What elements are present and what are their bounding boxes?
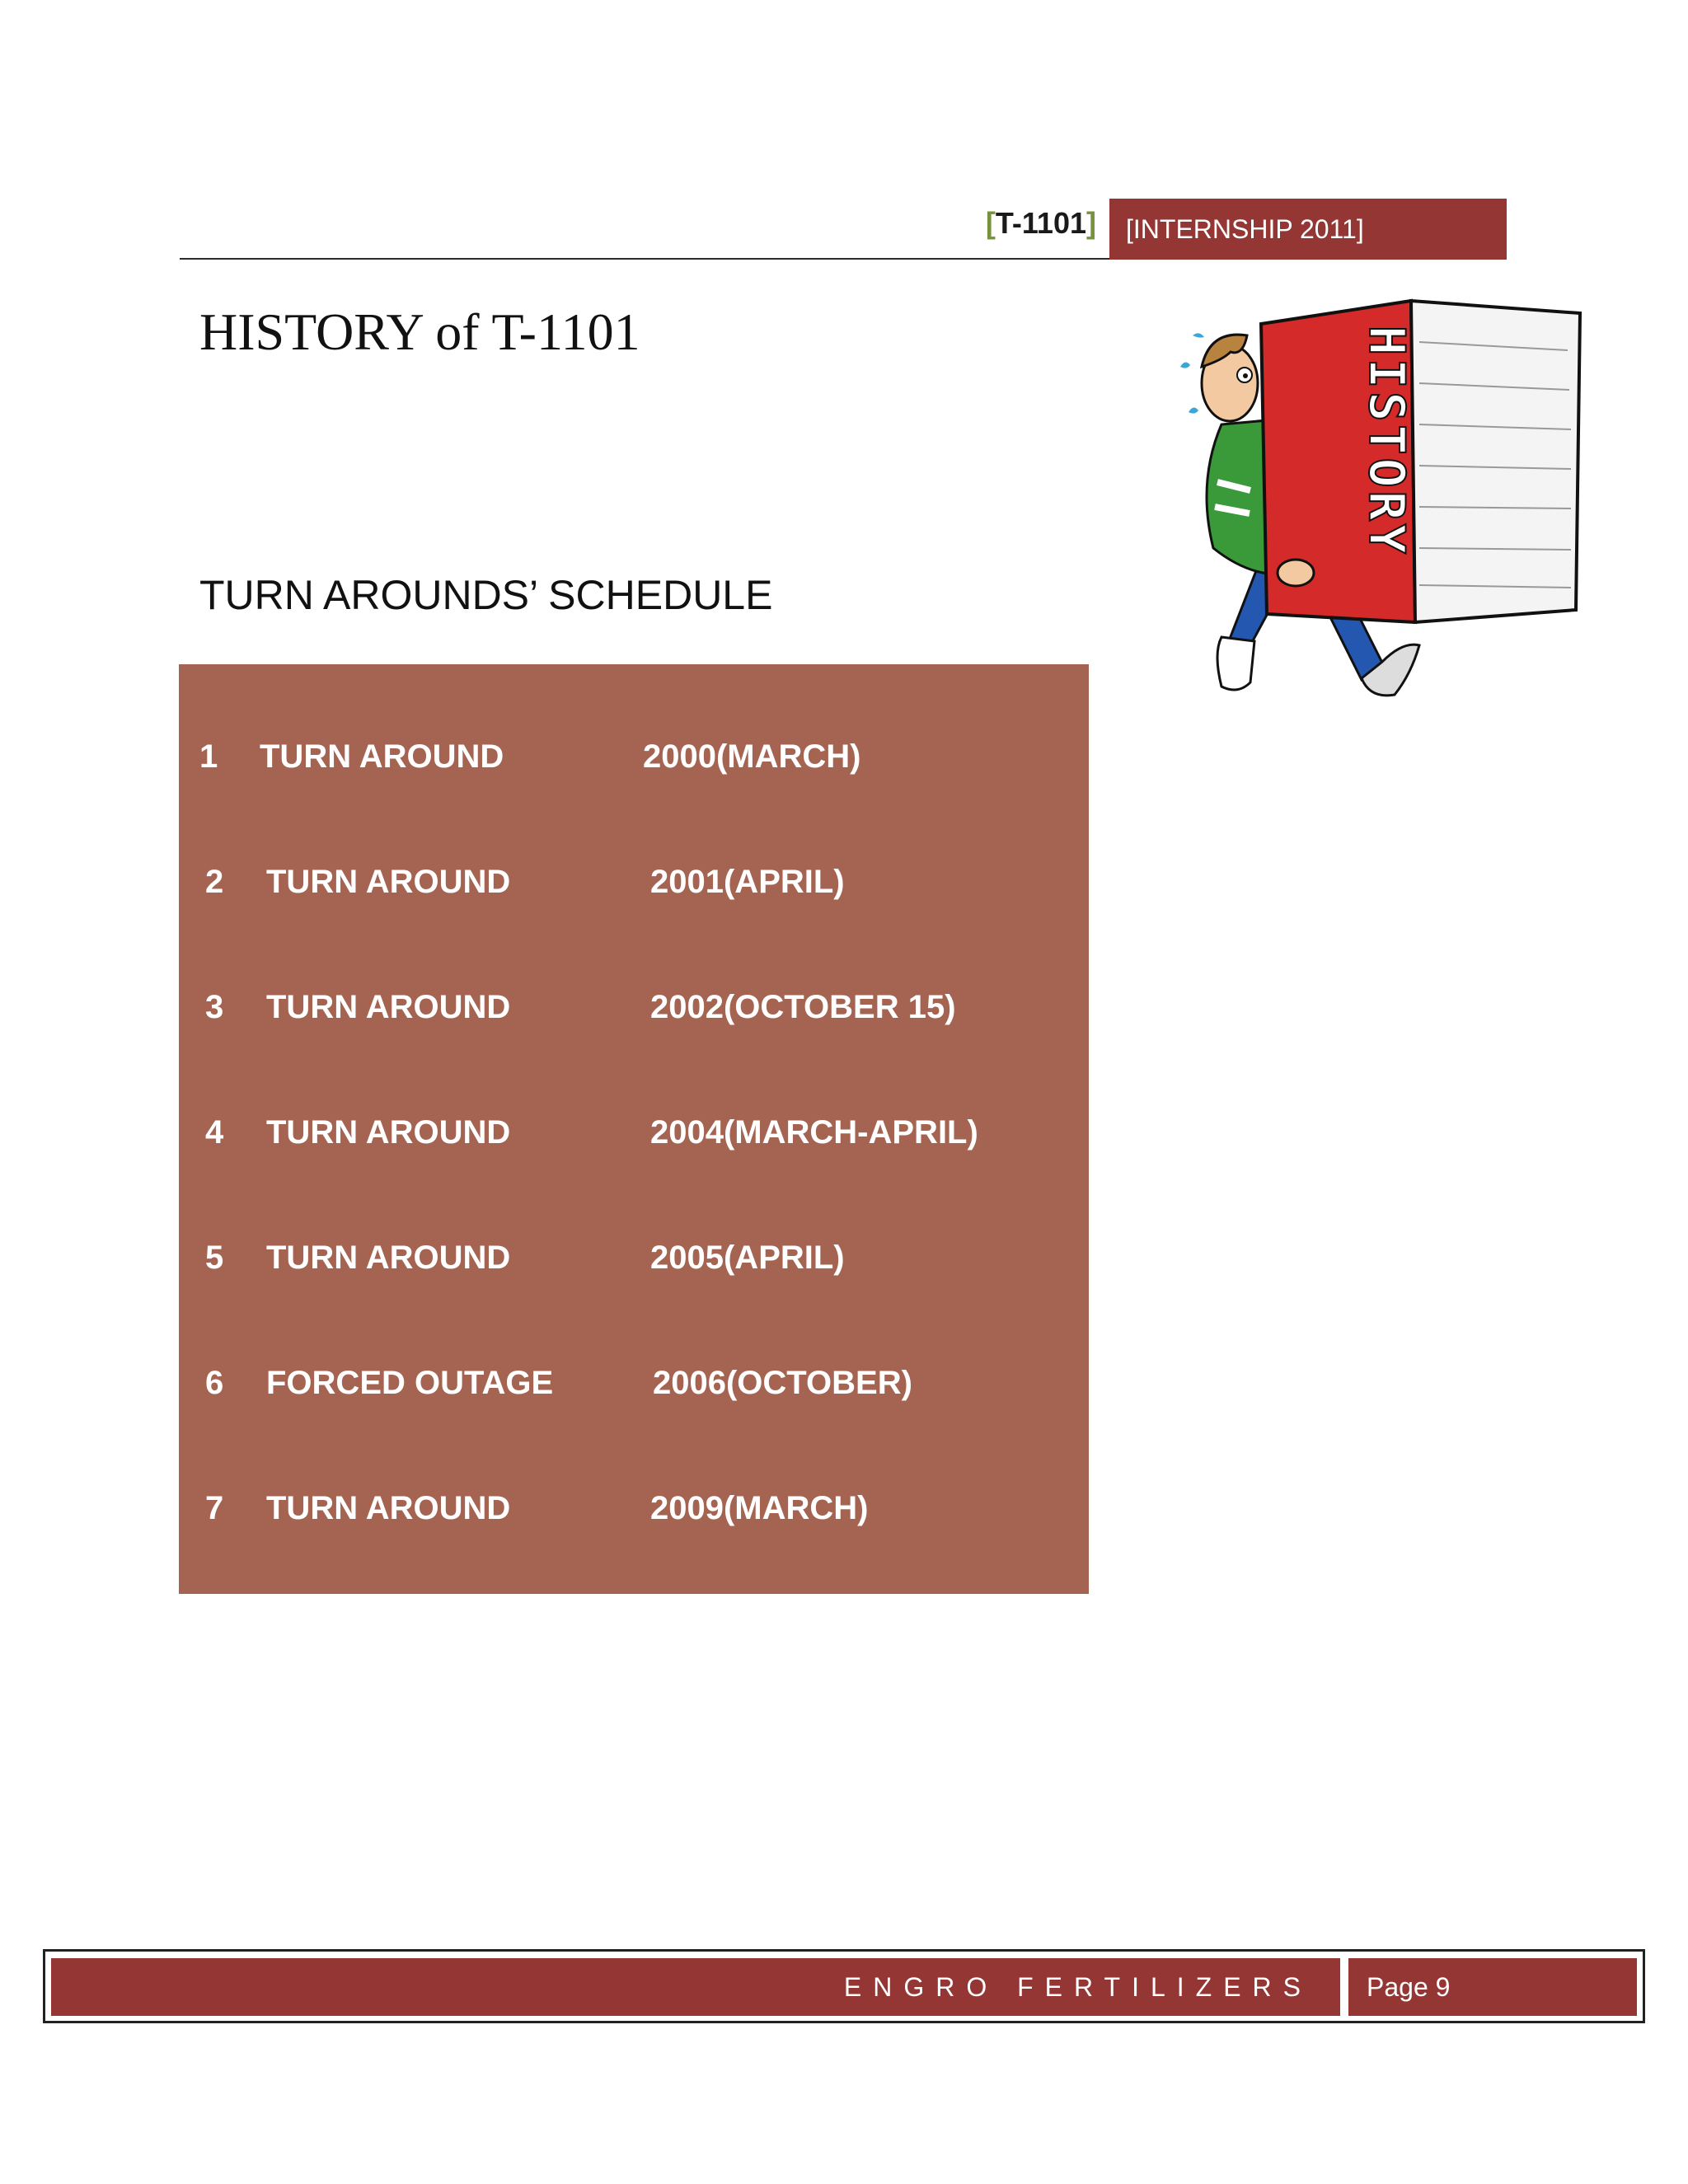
turnaround-schedule-table bbox=[179, 664, 1089, 1594]
schedule-row bbox=[179, 864, 1089, 913]
section-heading: TURN AROUNDS’ SCHEDULE bbox=[199, 572, 773, 618]
schedule-row-date: 2002(OCTOBER 15) bbox=[650, 989, 956, 1025]
schedule-row-number: 3 bbox=[205, 989, 224, 1025]
schedule-row-number: 2 bbox=[205, 864, 224, 900]
schedule-row-number: 4 bbox=[205, 1114, 224, 1151]
schedule-row-event: FORCED OUTAGE bbox=[266, 1365, 554, 1401]
schedule-row-number: 5 bbox=[205, 1240, 224, 1276]
schedule-row-date: 2001(APRIL) bbox=[650, 864, 845, 900]
schedule-row-date: 2009(MARCH) bbox=[650, 1490, 869, 1526]
schedule-row bbox=[179, 738, 1089, 788]
schedule-row bbox=[179, 989, 1089, 1038]
schedule-row-event: TURN AROUND bbox=[266, 1114, 511, 1151]
schedule-row bbox=[179, 1490, 1089, 1540]
schedule-row-date: 2000(MARCH) bbox=[643, 738, 861, 775]
schedule-row-date: 2006(OCTOBER) bbox=[653, 1365, 912, 1401]
schedule-row bbox=[179, 1365, 1089, 1414]
header-divider bbox=[180, 258, 1109, 260]
footer-page-number: Page 9 bbox=[1348, 1958, 1637, 2016]
schedule-row bbox=[179, 1240, 1089, 1289]
schedule-row-date: 2005(APRIL) bbox=[650, 1240, 845, 1276]
man-carrying-history-book-icon bbox=[1164, 293, 1592, 713]
schedule-row-event: TURN AROUND bbox=[266, 1490, 511, 1526]
schedule-row bbox=[179, 1114, 1089, 1164]
schedule-row-date: 2004(MARCH-APRIL) bbox=[650, 1114, 978, 1151]
header-banner: [INTERNSHIP 2011] bbox=[1109, 199, 1507, 260]
schedule-row-event: TURN AROUND bbox=[266, 989, 511, 1025]
footer-company: ENGRO FERTILIZERS bbox=[51, 1958, 1340, 2016]
page-title: HISTORY of T-1101 bbox=[199, 302, 640, 361]
schedule-row-event: TURN AROUND bbox=[266, 864, 511, 900]
schedule-row-event: TURN AROUND bbox=[260, 738, 504, 775]
header-bracket-close: ] bbox=[1086, 206, 1096, 240]
header-code-text: T-1101 bbox=[995, 206, 1086, 240]
schedule-row-number: 7 bbox=[205, 1490, 224, 1526]
book-spine-label: HISTORY bbox=[1357, 326, 1415, 557]
schedule-row-number: 1 bbox=[199, 738, 218, 775]
header-bracket-open: [ bbox=[985, 206, 996, 240]
schedule-row-number: 6 bbox=[205, 1365, 224, 1401]
header-document-code bbox=[973, 206, 1096, 241]
schedule-row-event: TURN AROUND bbox=[266, 1240, 511, 1276]
